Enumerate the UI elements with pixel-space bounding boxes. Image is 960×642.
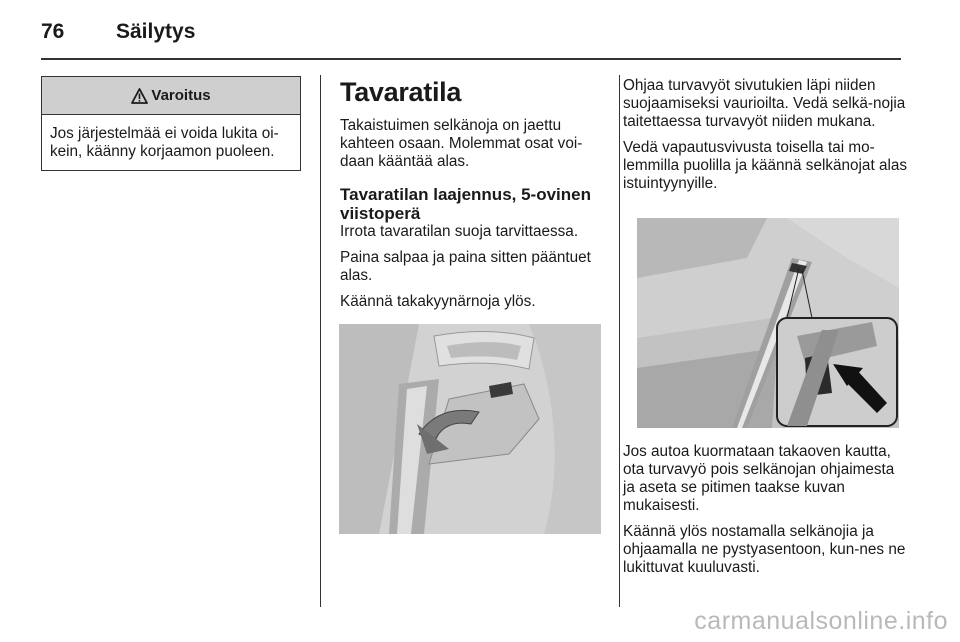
- seatbelt-illustration: [637, 218, 899, 428]
- seatbelt-drawing: [637, 218, 899, 428]
- warning-box: [41, 76, 301, 171]
- watermark: carmanualsonline.info: [694, 607, 948, 635]
- header-divider: [41, 58, 901, 60]
- armrest-drawing: [339, 324, 601, 534]
- paragraph: Käännä takakyynärnoja ylös.: [340, 293, 536, 310]
- subsection-heading: Tavaratilan laajennus, 5-ovinen viistoperä: [340, 185, 591, 223]
- middle-column: [340, 77, 605, 319]
- warning-text: Jos järjestelmää ei voida lukita oi-kein, käänny korjaamon puoleen.: [50, 125, 279, 160]
- right-column-bottom: [623, 443, 908, 585]
- chapter-title: Säilytys: [116, 20, 196, 43]
- intro-paragraph: Takaistuimen selkänoja on jaettu kahteen osaan. Molemmat osat voi-daan kääntää alas.: [340, 117, 583, 170]
- paragraph: Ohjaa turvavyöt sivutukien läpi niiden suojaamiseksi vaurioilta. Vedä selkä-nojia taitettaessa turvavyöt niiden mukana.: [623, 77, 906, 130]
- column-divider-right: [619, 75, 620, 607]
- warning-triangle-icon: [131, 88, 148, 104]
- section-heading: Tavaratila: [340, 77, 462, 107]
- column-divider-left: [320, 75, 321, 607]
- paragraph: Jos autoa kuormataan takaoven kautta, ota turvavyö pois selkänojan ohjaimesta ja aseta se pitimen taakse kuvan mukaisesti.: [623, 443, 895, 514]
- warning-title: Varoitus: [151, 87, 211, 104]
- armrest-illustration: [339, 324, 601, 534]
- paragraph: Paina salpaa ja paina sitten pääntuet alas.: [340, 249, 591, 284]
- paragraph: Vedä vapautusvivusta toisella tai mo-lemmilla puolilla ja käännä selkänojat alas istuintyynyille.: [623, 139, 908, 192]
- page-number: 76: [41, 20, 65, 43]
- right-column: [623, 77, 908, 201]
- paragraph: Irrota tavaratilan suoja tarvittaessa.: [340, 223, 579, 240]
- paragraph: Käännä ylös nostamalla selkänojia ja ohjaamalla ne pystyasentoon, kun-nes ne lukittuvat kuuluvasti.: [623, 523, 906, 576]
- warning-header: [42, 77, 300, 115]
